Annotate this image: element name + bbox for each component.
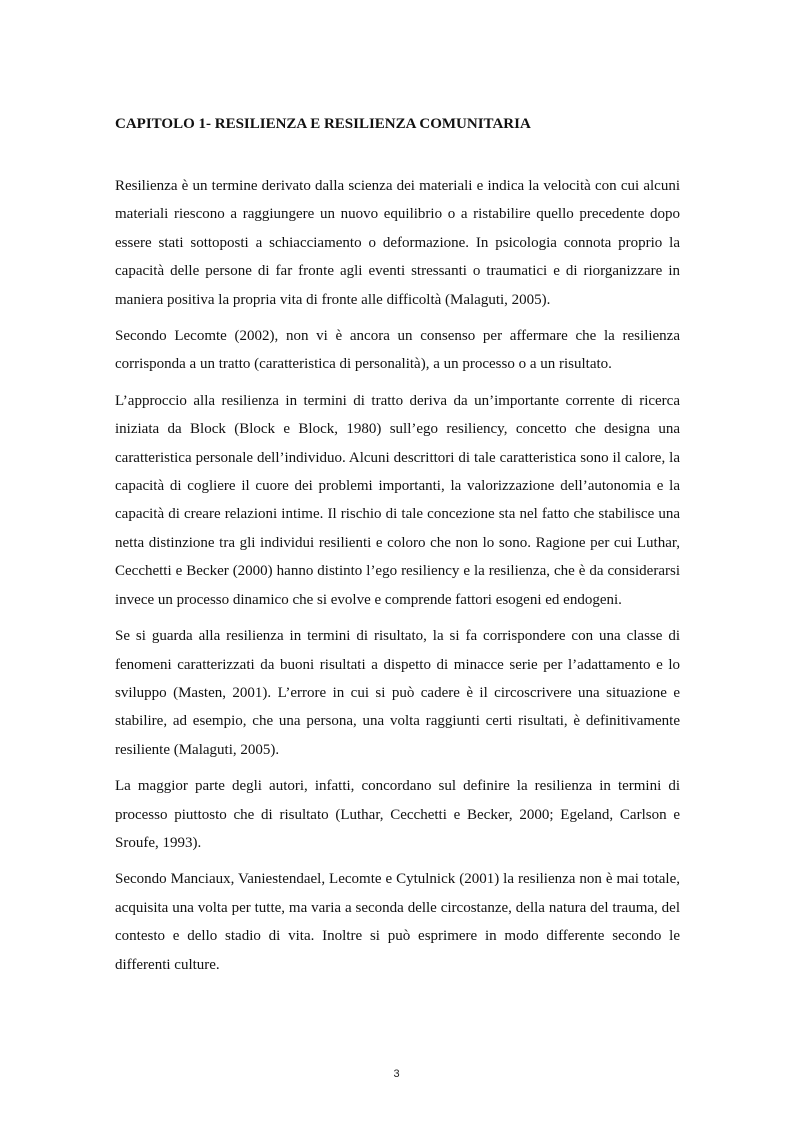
- paragraph-trait-approach: L’approccio alla resilienza in termini di tratto deriva da un’importante corrente di ricerca iniziata da Block (Block e Block, 1980) sull’ego resiliency, concetto che designa una caratteristica personale dell’individuo. Alcuni descrittori di tale caratteristica sono il calore, la capacità di cogliere il cuore dei problemi importanti, la valorizzazione dell’autonomia e la capacità di creare relazioni intime. Il rischio di tale concezione sta nel fatto che stabilisce una netta distinzione tra gli individui resilienti e coloro che non lo sono. Ragione per cui Luthar, Cecchetti e Becker (2000) hanno distinto l’ego resiliency e la resilienza, che è da considerarsi invece un processo dinamico che si evolve e comprende fattori esogeni ed endogeni.: [115, 392, 680, 608]
- paragraph-lecomte: Secondo Lecomte (2002), non vi è ancora un consenso per affermare che la resilienza corrisponda a un tratto (caratteristica di personalità), a un processo o a un risultato.: [115, 328, 680, 373]
- paragraph-manciaux: Secondo Manciaux, Vaniestendael, Lecomte e Cytulnick (2001) la resilienza non è mai totale, acquisita una volta per tutte, ma varia a seconda delle circostanze, della natura del trauma, del contesto e dello stadio di vita. Inoltre si può esprimere in modo differente secondo le differenti culture.: [115, 871, 680, 973]
- paragraph-process-approach: La maggior parte degli autori, infatti, concordano sul definire la resilienza in termini di processo piuttosto che di risultato (Luthar, Cecchetti e Becker, 2000; Egeland, Carlson e Sroufe, 1993).: [115, 778, 680, 851]
- page-number: 3: [393, 1068, 400, 1080]
- body-text: [115, 172, 680, 979]
- chapter-title: CAPITOLO 1- RESILIENZA E RESILIENZA COMUNITARIA: [115, 116, 531, 132]
- page-content: [115, 112, 680, 987]
- paragraph-result-approach: Se si guarda alla resilienza in termini di risultato, la si fa corrispondere con una classe di fenomeni caratterizzati da buoni risultati a dispetto di minacce serie per l’adattamento e lo sviluppo (Masten, 2001). L’errore in cui si può cadere è il circoscrivere una situazione e stabilire, ad esempio, che una persona, una volta raggiunti certi risultati, è definitivamente resiliente (Malaguti, 2005).: [115, 628, 680, 758]
- paragraph-definition: Resilienza è un termine derivato dalla scienza dei materiali e indica la velocità con cui alcuni materiali riescono a raggiungere un nuovo equilibrio o a ristabilire quello precedente dopo essere stati sottoposti a schiacciamento o deformazione. In psicologia connota proprio la capacità delle persone di far fronte agli eventi stressanti o traumatici e di riorganizzare in maniera positiva la propria vita di fronte alle difficoltà (Malaguti, 2005).: [115, 178, 680, 308]
